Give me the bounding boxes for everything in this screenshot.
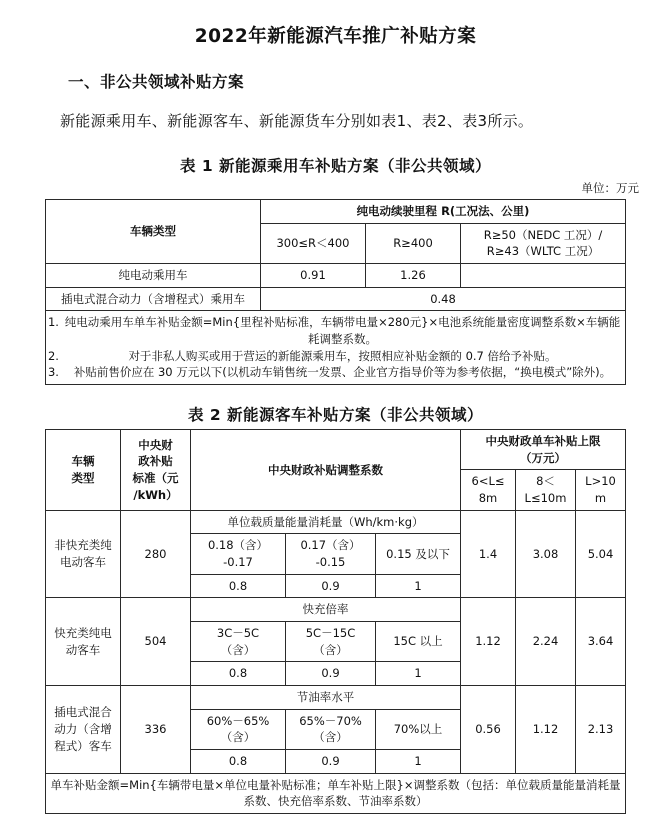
table1-note-1-num: 1. (47, 315, 59, 330)
table2-row2-band1-line2: （含） (220, 642, 256, 657)
table1-range-3-line1: R≥50（NEDC 工况）/ (483, 227, 603, 242)
table2-row1-type-line1: 非快充类纯 (54, 538, 112, 553)
table2-wrapper (30, 429, 641, 814)
table2-row2-band2-line1: 5C－15C (305, 626, 356, 641)
table2-row2-band3: 15C 以上 (376, 622, 461, 662)
table2-row1-band1-line2: -0.17 (223, 555, 253, 570)
table1-note-3 (48, 364, 623, 381)
table1-range-2: R≥400 (365, 223, 460, 263)
table1-note-3-num: 3. (47, 365, 59, 380)
table2-row3-band2-line2: （含） (313, 730, 348, 745)
table2-row1-cap1: 1.4 (461, 510, 516, 598)
table2-row2-cap3: 3.64 (576, 598, 626, 686)
table2-row2-band1-line1: 3C－5C (216, 626, 260, 641)
table2-row3-type-line1: 插电式混合 (54, 705, 112, 720)
table2-header-type-line2: 类型 (71, 470, 95, 485)
table2-cap-col-1 (461, 470, 516, 510)
table2-row3-type (46, 686, 121, 774)
table2-header-standard (121, 430, 191, 511)
table-row (46, 686, 626, 710)
table2-row1-band2-line1: 0.17（含） (300, 538, 361, 553)
table2-row3-cap2: 1.12 (516, 686, 576, 774)
table2-row3-type-line2: 动力（含增 (54, 722, 112, 737)
table2-header-standard-line2: 政补贴 (138, 454, 173, 469)
table2-cap-col-3-line2: m (594, 491, 607, 506)
table2-cap-col-2-line1: 8＜ (536, 474, 555, 489)
table1-header-type: 车辆类型 (45, 200, 260, 264)
table1-range-3-line2: R≥43（WLTC 工况） (486, 244, 600, 259)
table1-row2-type: 插电式混合动力（含增程式）乘用车 (45, 287, 260, 311)
table1-note-2-num: 2. (47, 348, 59, 363)
table-row (45, 200, 625, 224)
table2-row3-band1-line1: 60%－65% (206, 713, 270, 728)
table1-header-range: 纯电动续驶里程 R(工况法、公里) (260, 200, 625, 224)
table1-row1-type: 纯电动乘用车 (45, 264, 260, 288)
table2-header-caps-line1: 中央财政单车补贴上限 (485, 434, 601, 449)
table1-note-2-text: 对于非私人购买或用于营运的新能源乘用车，按照相应补贴金额的 0.7 倍给予补贴。 (128, 348, 557, 363)
table2-header-standard-line4: /kWh） (133, 487, 178, 502)
table1-caption: 表 1 新能源乘用车补贴方案（非公共领域） (179, 157, 492, 175)
table2-row2-type (46, 598, 121, 686)
table2-cap-col-2 (516, 470, 576, 510)
table2-row1-band3: 0.15 及以下 (376, 534, 461, 574)
table1-row1-v1: 0.91 (260, 264, 365, 288)
table2-header-caps (461, 430, 626, 470)
table-row (45, 264, 625, 288)
table-1 (45, 199, 626, 385)
paragraph-1: 新能源乘用车、新能源客车、新能源货车分别如表1、表2、表3所示。 (60, 112, 534, 130)
table2-row2-coef3: 1 (376, 662, 461, 686)
table2-row1-coef2: 0.9 (286, 574, 376, 598)
table2-row2-cap2: 2.24 (516, 598, 576, 686)
table2-row2-type-line1: 快充类纯电 (54, 626, 112, 641)
table2-header-coefficients: 中央财政补贴调整系数 (191, 430, 461, 511)
table2-footnote: 单车补贴金额=Min{车辆带电量×单位电量补贴标准；单车补贴上限}×调整系数（包括：单位载质量能量消耗量系数、快充倍率系数、节油率系数） (46, 773, 626, 813)
table1-notes (45, 311, 625, 385)
table2-row1-coef1: 0.8 (191, 574, 286, 598)
table2-cap-col-3-line1: L>10 (585, 474, 616, 489)
table2-row2-type-line2: 动客车 (65, 642, 101, 657)
table2-cap-col-2-line2: L≤10m (524, 491, 567, 506)
table1-row1-v2: 1.26 (365, 264, 460, 288)
table2-row3-coef3: 1 (376, 750, 461, 774)
table-row (46, 430, 626, 470)
table2-row2-coef2: 0.9 (286, 662, 376, 686)
table-row (46, 773, 626, 813)
table1-range-3 (460, 223, 625, 263)
table2-header-standard-line3: 标准（元 (132, 470, 179, 485)
table2-header-standard-line1: 中央财 (138, 437, 173, 452)
table2-row2-band2-line2: （含） (313, 642, 348, 657)
table2-cap-col-1-line2: 8m (478, 491, 498, 506)
table2-row2-factor-title: 快充倍率 (191, 598, 461, 622)
table2-row3-type-line3: 程式）客车 (54, 738, 112, 753)
table1-row1-v3 (460, 264, 625, 288)
table-2 (45, 429, 626, 814)
table2-row1-cap2: 3.08 (516, 510, 576, 598)
table2-row1-factor-title: 单位载质量能量消耗量（Wh/km·kg） (191, 510, 461, 534)
table2-row3-cap3: 2.13 (576, 686, 626, 774)
table-row (46, 510, 626, 534)
table2-row2-standard: 504 (121, 598, 191, 686)
table2-row1-band1 (191, 534, 286, 574)
table2-row2-band2 (286, 622, 376, 662)
page-title: 2022年新能源汽车推广补贴方案 (194, 26, 477, 47)
table1-note-2 (48, 348, 623, 365)
table-row (45, 287, 625, 311)
table2-cap-col-3 (576, 470, 626, 510)
table2-row1-standard: 280 (121, 510, 191, 598)
table2-header-type (46, 430, 121, 511)
table2-row3-band3: 70%以上 (376, 709, 461, 749)
table2-row3-cap1: 0.56 (461, 686, 516, 774)
table2-row3-band2-line1: 65%－70% (299, 713, 362, 728)
table2-row2-cap1: 1.12 (461, 598, 516, 686)
table2-row3-coef2: 0.9 (286, 750, 376, 774)
table2-cap-col-1-line1: 6<L≤ (471, 474, 505, 489)
table2-header-type-line1: 车辆 (71, 454, 95, 469)
table2-row1-band2 (286, 534, 376, 574)
table-row (45, 311, 625, 385)
table1-row2-v3: 0.48 (260, 287, 625, 311)
section-heading-1: 一、非公共领域补贴方案 (68, 73, 245, 91)
table2-row1-type-line2: 电动客车 (60, 555, 106, 570)
table-row (46, 598, 626, 622)
table2-caption: 表 2 新能源客车补贴方案（非公共领域） (187, 406, 484, 425)
table1-wrapper (30, 199, 641, 385)
table2-row1-cap3: 5.04 (576, 510, 626, 598)
table1-note-1 (48, 314, 623, 347)
table2-row3-band1-line2: （含） (220, 730, 256, 745)
table1-note-3-text: 补贴前售价应在 30 万元以下(以机动车销售统一发票、企业官方指导价等为参考依据，“换电模式”除外)。 (73, 365, 612, 380)
table2-row2-coef1: 0.8 (191, 662, 286, 686)
table1-range-1: 300≤R＜400 (260, 223, 365, 263)
table2-row3-factor-title: 节油率水平 (191, 686, 461, 710)
table2-row1-band2-line2: -0.15 (315, 555, 346, 570)
table2-row3-standard: 336 (121, 686, 191, 774)
table2-row1-type (46, 510, 121, 598)
table2-row3-band2 (286, 709, 376, 749)
table2-row3-coef1: 0.8 (191, 750, 286, 774)
table2-row1-band1-line1: 0.18（含） (207, 538, 269, 553)
table1-unit: 单位：万元 (581, 181, 639, 195)
table1-note-1-text: 纯电动乘用车单车补贴金额=Min{里程补贴标准，车辆带电量×280元}×电池系统能量密度调整系数×车辆能耗调整系数。 (64, 315, 621, 347)
table2-row1-coef3: 1 (376, 574, 461, 598)
table2-row3-band1 (191, 709, 286, 749)
table2-row2-band1 (191, 622, 286, 662)
table2-header-caps-line2: （万元） (520, 450, 566, 465)
